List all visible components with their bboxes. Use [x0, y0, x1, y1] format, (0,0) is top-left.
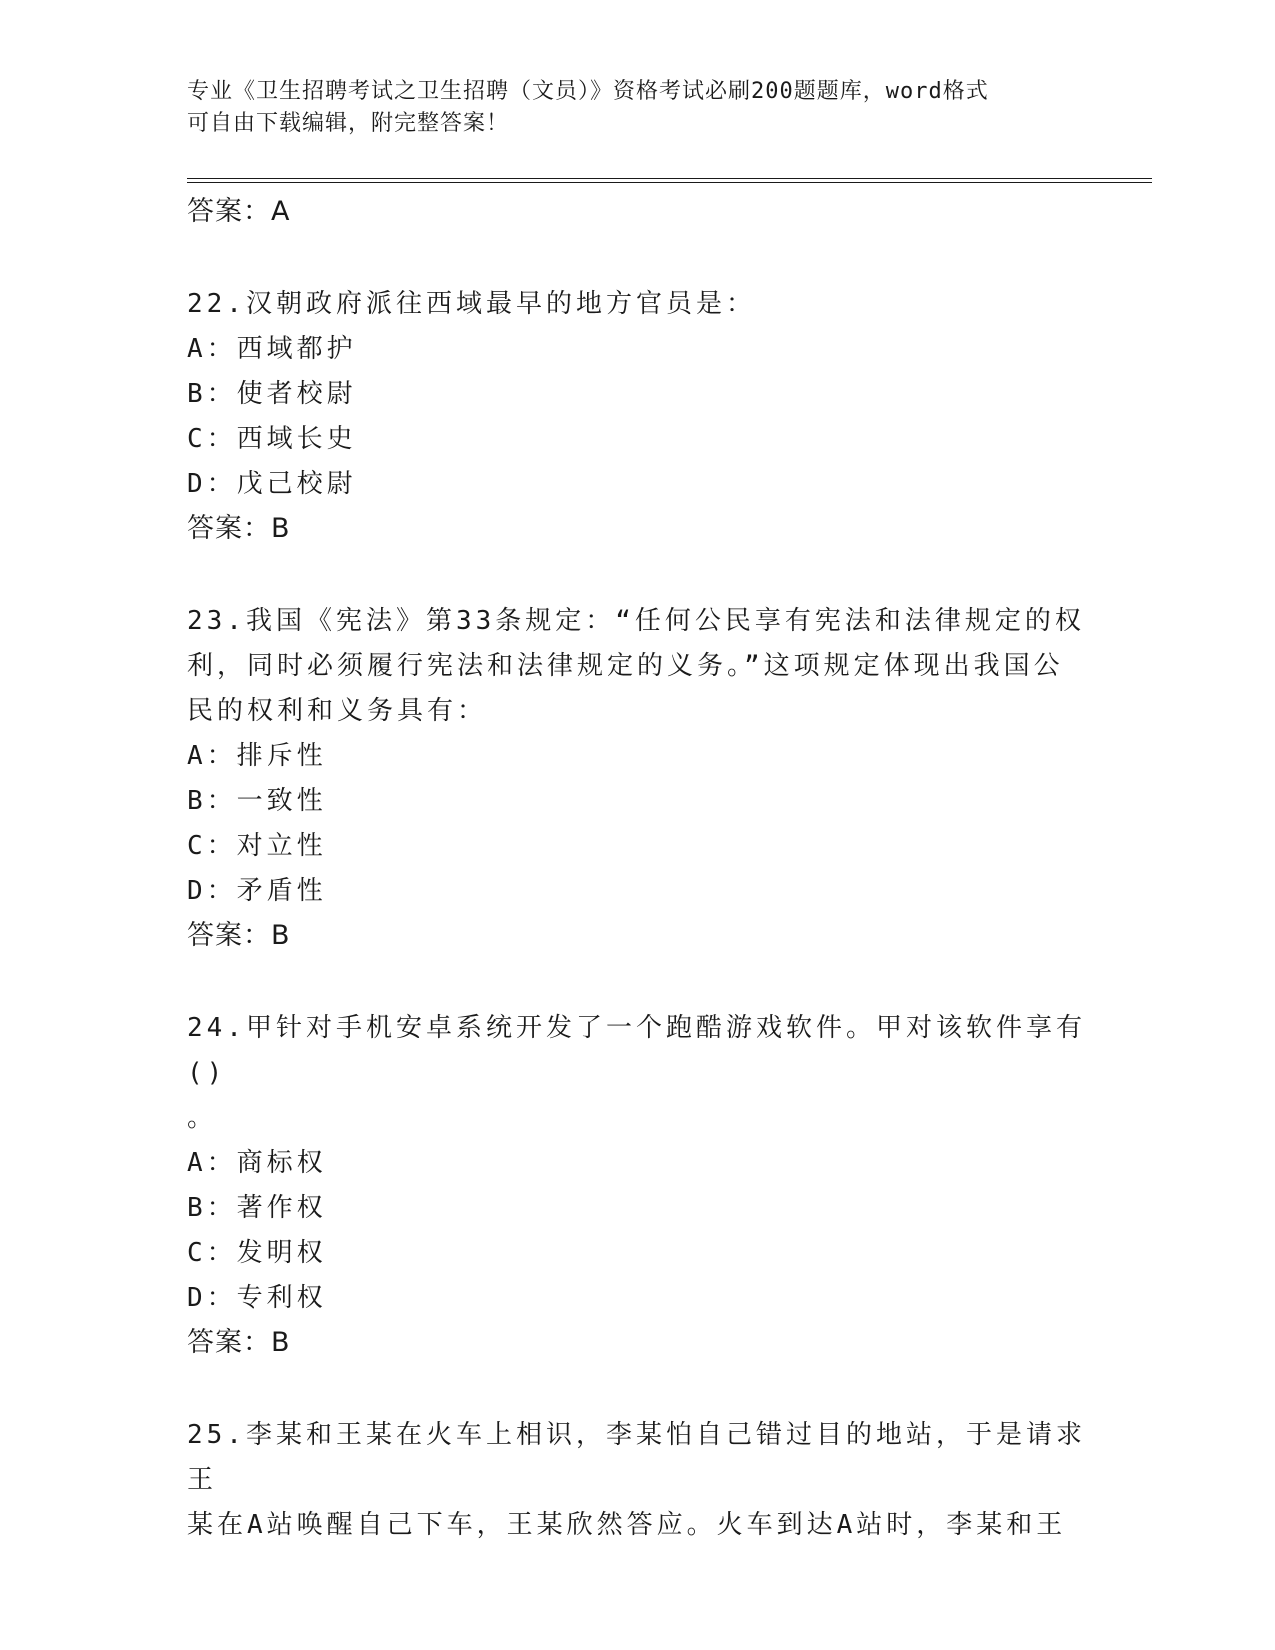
answer-text: 答案：B: [187, 513, 291, 544]
option-b: B：著作权: [187, 1193, 327, 1223]
option-d: D：专利权: [187, 1283, 327, 1313]
question-text-line: 23.我国《宪法》第33条规定：“任何公民享有宪法和法律规定的权: [187, 606, 1085, 636]
option-d: D：矛盾性: [187, 876, 327, 906]
answer-text: 答案：B: [187, 920, 291, 951]
option-b: B：一致性: [187, 786, 327, 816]
question-text: [187, 282, 1087, 327]
option-c: C：发明权: [187, 1238, 327, 1268]
option-d: D：戊己校尉: [187, 469, 357, 499]
question-text: [187, 1413, 1087, 1548]
option-a: A：商标权: [187, 1148, 327, 1178]
question-text-line: 民的权利和义务具有：: [187, 696, 488, 726]
option-b: B：使者校尉: [187, 379, 357, 409]
question-list: [187, 190, 1087, 1548]
header-line-2: 可自由下载编辑，附完整答案！: [187, 111, 510, 136]
answer-text: 答案：A: [187, 196, 291, 227]
header-line-1: 专业《卫生招聘考试之卫生招聘（文员）》资格考试必刷200题题库，word格式: [187, 79, 989, 104]
question-text: [187, 1006, 1087, 1141]
question-text-line: 。: [187, 1103, 218, 1133]
question-text-line: 22.汉朝政府派往西域最早的地方官员是：: [187, 289, 756, 319]
question-item: [187, 282, 1087, 551]
answer-text: 答案：B: [187, 1327, 291, 1358]
document-header: [187, 76, 1067, 140]
question-text-line: 24.甲针对手机安卓系统开发了一个跑酷游戏软件。甲对该软件享有(): [187, 1013, 1086, 1088]
header-divider: [187, 178, 1152, 184]
question-text-line: 某在A站唤醒自己下车，王某欣然答应。火车到达A站时，李某和王: [187, 1510, 1067, 1540]
question-item: [187, 1006, 1087, 1365]
question-text: [187, 599, 1087, 734]
option-c: C：西域长史: [187, 424, 357, 454]
option-a: A：排斥性: [187, 741, 327, 771]
question-text-line: 利，同时必须履行宪法和法律规定的义务。”这项规定体现出我国公: [187, 651, 1064, 681]
question-item: [187, 599, 1087, 958]
option-c: C：对立性: [187, 831, 327, 861]
question-item: [187, 1413, 1087, 1548]
question-text-line: 25.李某和王某在火车上相识，李某怕自己错过目的地站，于是请求王: [187, 1420, 1086, 1495]
option-a: A：西域都护: [187, 334, 357, 364]
